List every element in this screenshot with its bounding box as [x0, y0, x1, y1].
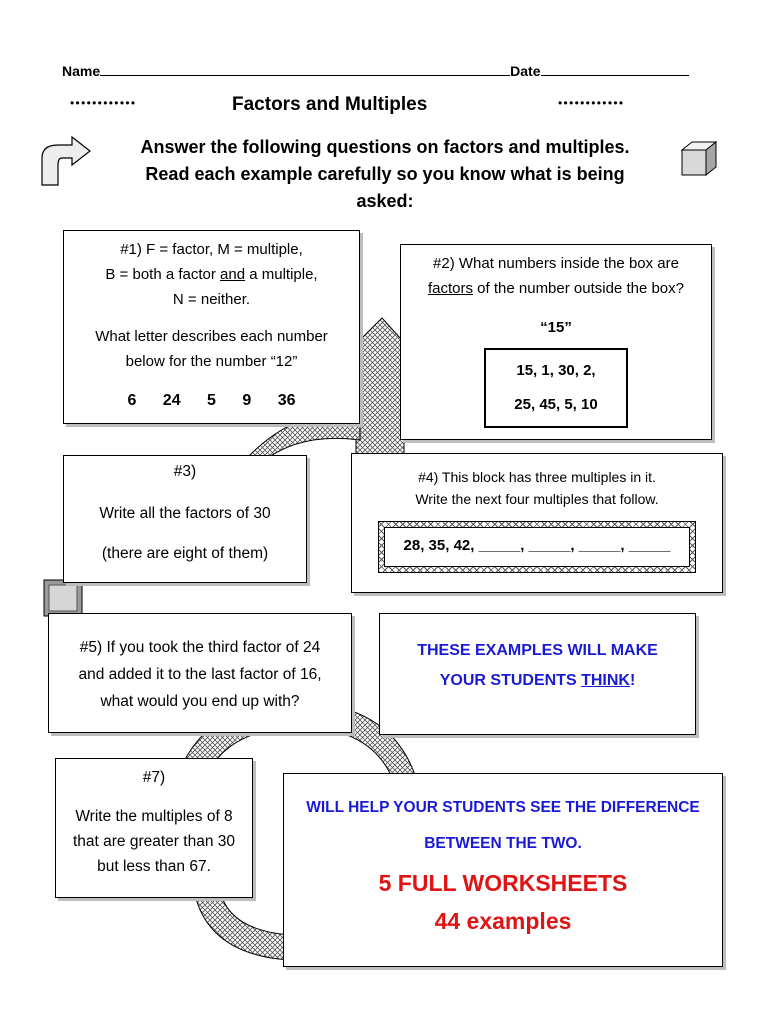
q2-target-number: “15”: [540, 319, 572, 336]
q2-row-1: 15, 1, 30, 2,: [516, 362, 596, 379]
date-label: Date: [510, 63, 541, 79]
q4-sequence: 28, 35, 42, _____, _____, _____, _____: [403, 537, 671, 554]
q1-number: 9: [242, 392, 252, 409]
q3-line-1: Write all the factors of 30: [99, 505, 271, 522]
name-label: Name: [62, 63, 101, 79]
q1-number: 5: [207, 392, 216, 409]
q2-row-2: 25, 45, 5, 10: [514, 396, 598, 413]
question-5-box: [48, 613, 352, 733]
promo-1-line-1: THESE EXAMPLES WILL MAKE: [417, 642, 658, 659]
q4-sequence-frame: [378, 521, 696, 573]
q1-line-2: B = both a factor and a multiple,: [105, 266, 318, 283]
q2-number-box: [484, 348, 628, 428]
q4-line-2: Write the next four multiples that follow.: [415, 491, 659, 507]
q1-number: 6: [127, 392, 137, 409]
q7-line-3: but less than 67.: [97, 858, 211, 875]
promo-2-line-1: WILL HELP YOUR STUDENTS SEE THE DIFFERENCE: [306, 799, 700, 816]
q1-line-3: N = neither.: [172, 291, 251, 308]
q4-line-1: #4) This block has three multiples in it.: [418, 469, 656, 485]
title-row: [70, 94, 700, 120]
promo-2-line-2: BETWEEN THE TWO.: [424, 835, 582, 852]
question-1-box: [63, 230, 360, 424]
q5-line-3: what would you end up with?: [100, 693, 300, 710]
promo-1-line-2: YOUR STUDENTS THINK!: [439, 672, 636, 689]
q1-line-4: What letter describes each number: [95, 328, 328, 345]
q1-number: 36: [277, 392, 296, 409]
q1-numbers: [64, 388, 359, 413]
q7-line-2: that are greater than 30: [72, 833, 235, 850]
promo-box-1: [379, 613, 696, 735]
q7-label: #7): [142, 769, 166, 786]
bevel-square-shape: [44, 580, 82, 616]
q5-line-2: and added it to the last factor of 16,: [78, 666, 322, 683]
promo-2-line-4: 44 examples: [434, 908, 572, 934]
q4-sequence-box: [384, 527, 690, 567]
instructions-line-3: asked:: [356, 191, 414, 211]
question-7-box: [55, 758, 253, 898]
instructions-line-2: Read each example carefully so you know what is being: [145, 164, 625, 184]
q5-line-1: #5) If you took the third factor of 24: [79, 639, 321, 656]
q3-label: #3): [173, 463, 197, 480]
dots-right: • • • • • • • • • • • •: [558, 96, 623, 110]
question-4-box: [351, 453, 723, 593]
q7-line-1: Write the multiples of 8: [75, 808, 233, 825]
question-2-box: [400, 244, 712, 440]
instructions: [70, 134, 700, 215]
name-field[interactable]: [100, 60, 510, 76]
promo-box-2: [283, 773, 723, 967]
dots-left: • • • • • • • • • • • •: [70, 96, 135, 110]
question-3-box: [63, 455, 307, 583]
q3-line-2: (there are eight of them): [101, 545, 269, 562]
q2-line-2: factors of the number outside the box?: [428, 280, 684, 297]
q1-line-5: below for the number “12”: [125, 353, 298, 370]
bottom-ring-lower-shape: [195, 890, 290, 960]
date-field[interactable]: [541, 60, 689, 76]
q1-number: 24: [162, 392, 181, 409]
page-title: Factors and Multiples: [232, 94, 428, 115]
q1-line-1: #1) F = factor, M = multiple,: [120, 241, 303, 258]
q2-line-1: #2) What numbers inside the box are: [433, 255, 679, 272]
promo-2-line-3: 5 FULL WORKSHEETS: [378, 870, 628, 896]
name-date-row: [62, 60, 712, 79]
instructions-line-1: Answer the following questions on factors and multiples.: [140, 137, 630, 157]
